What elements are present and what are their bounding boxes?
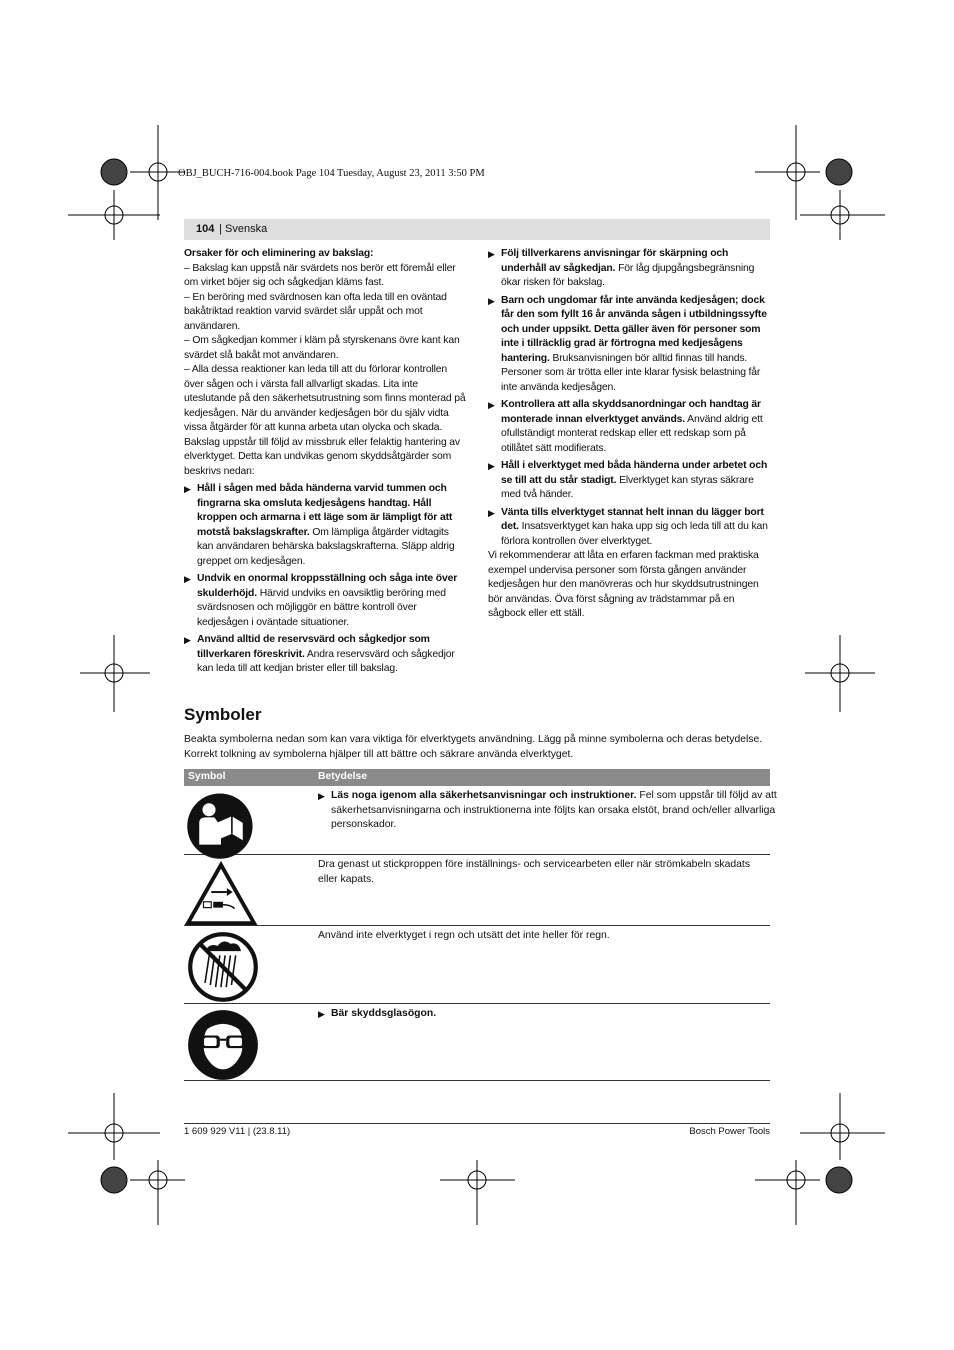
col-symbol: Symbol (188, 771, 226, 782)
print-info: OBJ_BUCH-716-004.book Page 104 Tuesday, August 23, 2011 3:50 PM (178, 168, 485, 179)
bullet-item: ▶ Håll i sågen med båda händerna varvid tummen och fingrarna ska omsluta kedjesågens handtag. Håll kroppen och armarna i ett läge som är lämpligt för att motstå bakslagskrafter. Om lämpliga åtgärder vidtagits kan användaren behärska bakslagskrafterna. Släpp aldrig greppet om kedjesågen. (184, 483, 455, 567)
symbol-row (184, 1004, 770, 1081)
closing-paragraph: Vi rekommenderar att låta en erfaren fackman med praktiska exempel undervisa personer som första gången använder kedjesågen hur den manövreras och hur skyddsutrustningen bör användas. Öva först sågning av trädstammar på en sågbock eller ett ställ. (488, 550, 759, 619)
bullet-arrow-icon: ▶ (184, 635, 191, 645)
page-number: 104 (196, 223, 215, 235)
header-separator: | (219, 223, 222, 235)
bullet-arrow-icon: ▶ (184, 574, 191, 584)
bullet-item: ▶ Vänta tills elverktyget stannat helt innan du lägger bort det. Insatsverktyget kan haka upp sig och leda till att du kan förlora kontrollen över elverktyget. (488, 506, 768, 547)
footer-brand: Bosch Power Tools (689, 1126, 770, 1137)
bullet-item: ▶ Barn och ungdomar får inte använda kedjesågen; dock får den som fyllt 16 år använda sågen i utbildningssyfte och under uppsikt. Detta gäller även för personer som inte i tillräcklig grad är förtrogna med kedjesågens hantering. Bruksanvisningen bör alltid finnas till hands. Personer som är trötta eller inte klarar fysisk belastning får inte använda kedjesågen. (488, 294, 767, 393)
dash-item: – Om sågkedjan kommer i kläm på styrskenans övre kant kan svärdet slå bakåt mot användaren. (184, 335, 460, 361)
symbol-meaning: ▶ Läs noga igenom alla säkerhetsanvisningar och instruktioner. Fel som uppstår till följd av att säkerhetsanvisningarna och instruktionerna inte följts kan orsaka elstöt, brand och/eller allvarliga personskador. (318, 790, 777, 830)
bullet-arrow-icon: ▶ (488, 295, 495, 306)
footer-rule (184, 1123, 770, 1124)
symbols-intro: Beakta symbolerna nedan som kan vara viktiga för elverktygets användning. Lägg på minne symbolerna och deras betydelse. Korrekt tolkning av symbolerna hjälper till att bättre och säkrare använda elverktyget. (184, 734, 763, 760)
bullet-item: ▶ Kontrollera att alla skyddsanordningar och handtag är monterade innan elverktyget används. Använd aldrig ett ofullständigt monterat redskap eller ett redskap som på otillåtet sätt modifierats. (488, 399, 763, 454)
kickback-heading: Orsaker för och eliminering av bakslag: (184, 248, 374, 259)
read-manual-icon (184, 788, 258, 862)
page-header (184, 219, 770, 240)
bullet-arrow-icon: ▶ (318, 1009, 325, 1019)
bullet-item: ▶ Använd alltid de reservsvärd och sågkedjor som tillverkaren föreskrivit. Andra reservsvärd och sågkedjor kan leda till att kedjan brister eller till bakslag. (184, 634, 455, 674)
dash-item: – Bakslag kan uppstå när svärdets nos berör ett föremål eller om virket böjer sig och sågkedjan kläms fast. (184, 262, 456, 288)
left-column (184, 247, 466, 677)
symbol-meaning: ▶ Bär skyddsglasögon. (318, 1007, 783, 1022)
header-language: Svenska (225, 223, 268, 235)
symbol-row (184, 926, 770, 1004)
bullet-arrow-icon: ▶ (488, 249, 495, 259)
symbols-table-header (184, 769, 770, 786)
bullet-item: ▶ Följ tillverkarens anvisningar för skärpning och underhåll av sågkedjan. För låg djupgångsbegränsning ökar risken för bakslag. (488, 248, 755, 288)
dash-item: – Alla dessa reaktioner kan leda till att du förlorar kontrollen över sågen och i värsta fall allvarligt skadas. Lita inte uteslutande på den säkerhetsutrustning som finns monterad på kedjesågen. När du använder kedjesågen bör du själv vidta vissa åtgärder för att kunna arbeta utan olycka och skada. Bakslag uppstår till följd av missbruk eller felaktig hantering av elverktyget. Detta kan undvikas genom skyddsåtgärder som beskrivs nedan: (184, 364, 466, 477)
bullet-item: ▶ Undvik en onormal kroppsställning och såga inte över skulderhöjd. Härvid undviks en oavsiktlig beröring med svärdsnosen och möjliggör en bättre kontroll över kedjesågen i oväntade situationer. (184, 573, 458, 628)
footer-document-number: 1 609 929 V11 | (23.8.11) (184, 1126, 291, 1137)
bullet-arrow-icon: ▶ (318, 791, 325, 801)
right-column (488, 247, 770, 622)
symbol-row (184, 855, 770, 926)
bullet-arrow-icon: ▶ (488, 507, 495, 518)
section-title: Symboler (184, 705, 262, 724)
symbol-row (184, 786, 777, 855)
dash-item: – En beröring med svärdnosen kan ofta leda till en oväntad bakåtriktad reaktion varvid svärdet slår uppåt och mot användaren. (184, 291, 447, 332)
symbol-meaning: Dra genast ut stickproppen före inställnings- och servicearbeten eller när strömkabeln skadats eller kapats. (318, 859, 751, 885)
bullet-arrow-icon: ▶ (488, 400, 495, 410)
bullet-arrow-icon: ▶ (488, 461, 495, 471)
unplug-warning-icon (184, 857, 258, 931)
col-meaning: Betydelse (318, 771, 368, 782)
symbol-meaning: Använd inte elverktyget i regn och utsätt det inte heller för regn. (318, 930, 610, 941)
bullet-arrow-icon: ▶ (184, 484, 191, 494)
no-rain-icon (186, 930, 260, 1004)
bullet-item: ▶ Håll i elverktyget med båda händerna under arbetet och se till att du står stadigt. Elverktyget kan styras säkrare med två händer. (488, 460, 768, 500)
eye-protection-icon (186, 1008, 260, 1082)
